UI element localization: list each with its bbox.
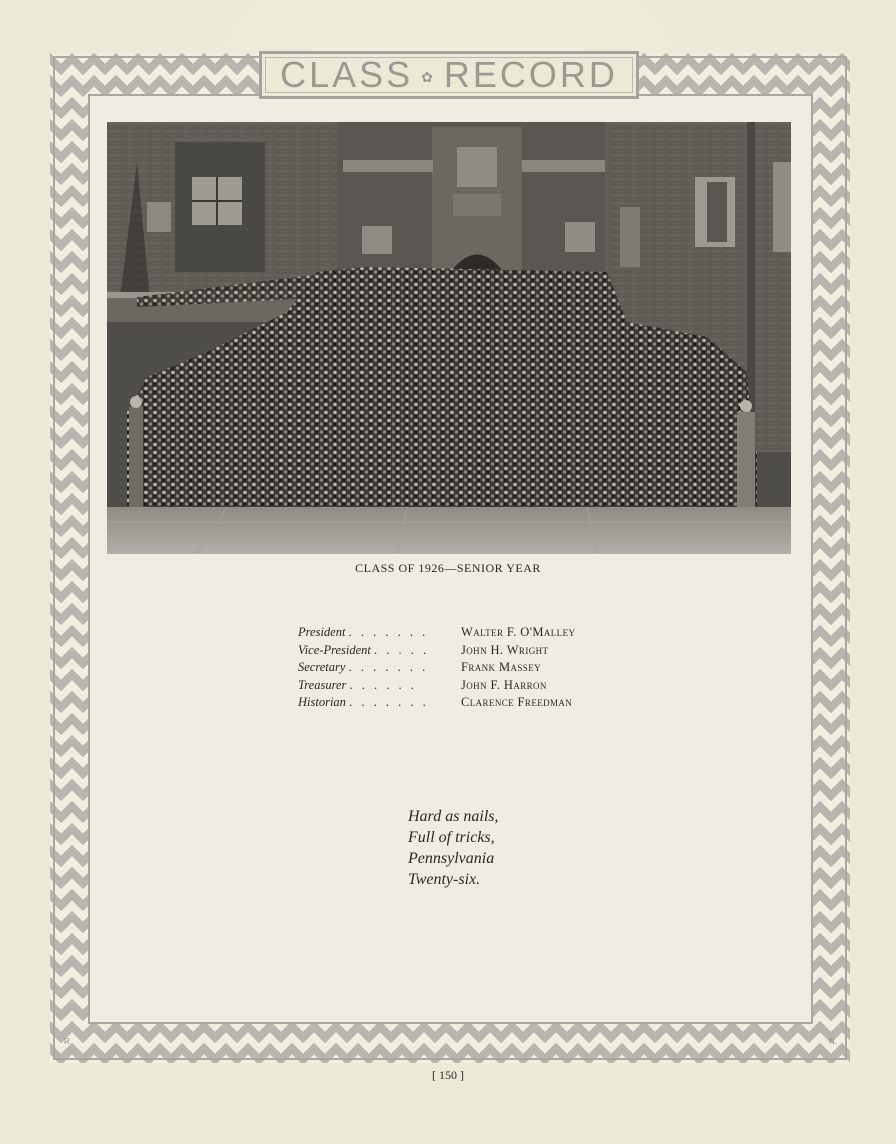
officer-name: John F. Harron xyxy=(461,677,547,692)
poem-line: Full of tricks, xyxy=(408,829,495,846)
officer-name: Frank Massey xyxy=(461,660,542,674)
page-number: [ 150 ] xyxy=(432,1068,464,1082)
officer-role: Secretary xyxy=(298,660,346,674)
header-title-plate xyxy=(259,51,639,99)
leader-dots: . . . . . . . xyxy=(348,625,429,639)
leader-dots: . . . . . . . xyxy=(348,660,429,674)
officer-name: John H. Wright xyxy=(461,642,549,657)
leader-dots: . . . . . xyxy=(374,642,430,657)
officer-row-secretary xyxy=(298,660,618,678)
officer-name: Walter F. O'Malley xyxy=(461,625,576,639)
officer-role: Treasurer xyxy=(298,677,347,692)
officer-role: Historian xyxy=(298,695,346,709)
class-poem xyxy=(408,806,499,890)
leader-dots: . . . . . . . xyxy=(349,695,429,709)
class-group-photo xyxy=(107,122,791,554)
officer-name: Clarence Freedman xyxy=(461,695,573,709)
poem-line: Hard as nails, xyxy=(408,808,499,825)
officer-role: President xyxy=(298,625,346,639)
officer-row-president xyxy=(298,625,618,643)
photo-caption: CLASS OF 1926—SENIOR YEAR xyxy=(355,561,541,575)
officer-row-historian xyxy=(298,695,618,713)
poem-line: Twenty-six. xyxy=(408,871,481,888)
class-officers-list xyxy=(298,625,618,713)
artist-initial-right: N. xyxy=(829,1037,837,1046)
officer-row-vice-president xyxy=(298,643,618,661)
leader-dots: . . . . . . xyxy=(349,677,417,692)
artist-initial-left: R xyxy=(64,1037,70,1046)
title-right: RECORD xyxy=(443,54,618,95)
officer-role: Vice-President xyxy=(298,642,371,657)
poem-line: Pennsylvania xyxy=(408,850,495,867)
page-title xyxy=(280,54,618,96)
officer-row-treasurer xyxy=(298,678,618,696)
title-left: CLASS xyxy=(280,54,414,95)
title-ornament-icon: ✿ xyxy=(421,68,436,85)
